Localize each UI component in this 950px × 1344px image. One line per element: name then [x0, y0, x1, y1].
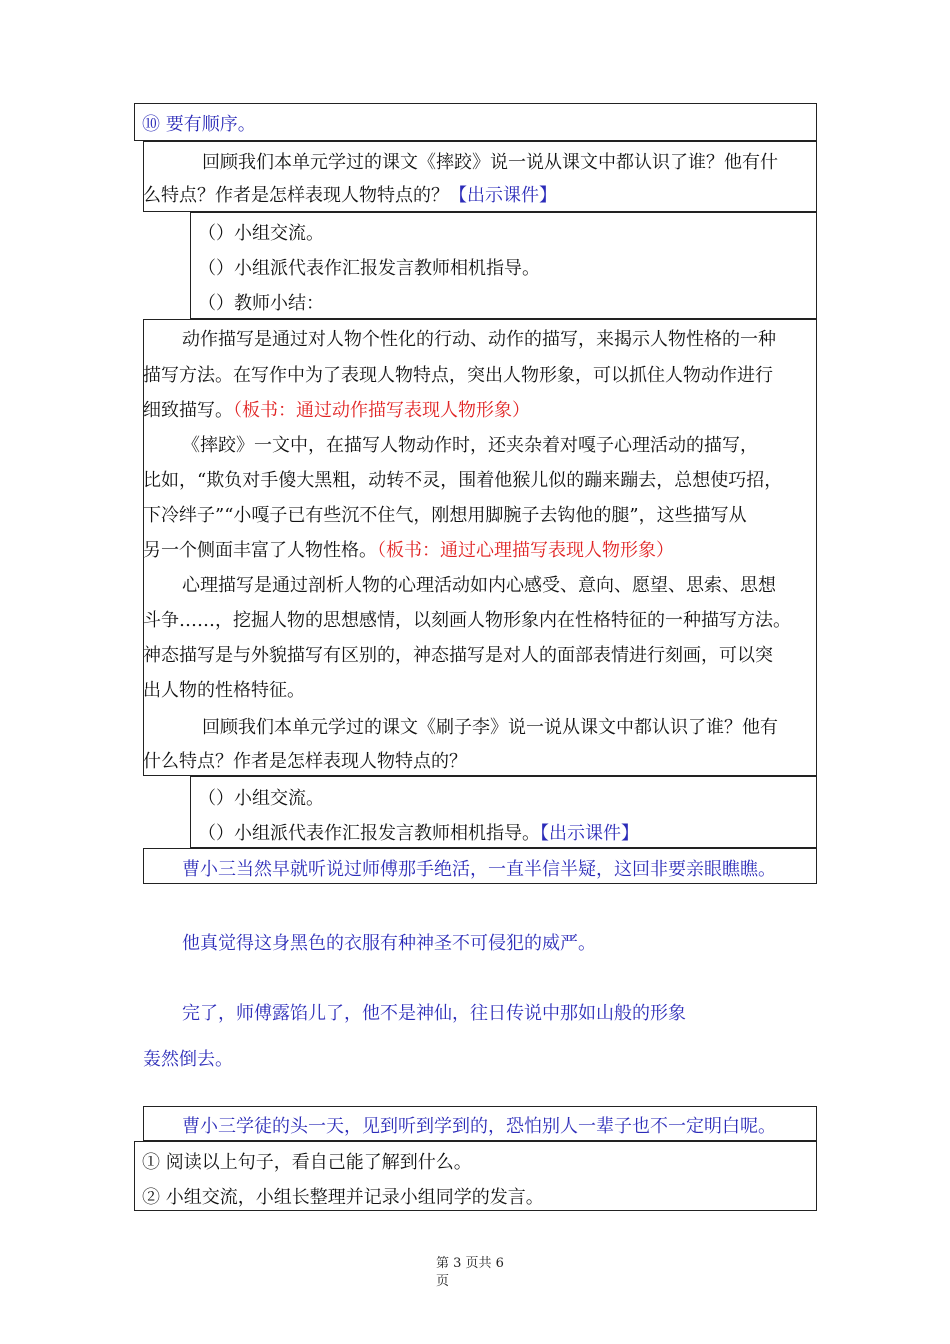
summary-p2-line2: 比如，“欺负对手傻大黑粗，动转不灵，围着他猴儿似的蹦来蹦去，总想使巧招， [143, 470, 783, 491]
summary-p2-line3: 下冷绊子”“小嘎子已有些沉不住气，刚想用脚腕子去钩他的腿”，这些描写从 [143, 505, 747, 526]
step-group-report: （）小组派代表作汇报发言教师相机指导。 [198, 258, 540, 279]
item10-text: ⑩ 要有顺序。 [142, 114, 256, 135]
blackboard-note-psychology: （板书：通过心理描写表现人物形象） [377, 540, 674, 561]
review1-line2-text: 么特点？作者是怎样表现人物特点的？ [143, 185, 449, 206]
show-courseware-link-2[interactable]: 【出示课件】 [540, 823, 639, 844]
summary-p1-line2: 描写方法。在写作中为了表现人物特点，突出人物形象，可以抓住人物动作进行 [143, 365, 773, 386]
summary-p3-line3: 神态描写是与外貌描写有区别的，神态描写是对人的面部表情进行刻画，可以突 [143, 645, 773, 666]
summary-p2-line4-text: 另一个侧面丰富了人物性格。 [143, 540, 377, 561]
summary-p3-line4: 出人物的性格特征。 [143, 680, 305, 701]
step2-group-report [198, 822, 639, 846]
summary-p4-line1: 回顾我们本单元学过的课文《刷子李》说一说从课文中都认识了谁？他有 [202, 717, 778, 738]
step2-group-discussion: （）小组交流。 [198, 788, 324, 809]
summary-p2-line4 [143, 539, 674, 563]
step2-group-report-text: （）小组派代表作汇报发言教师相机指导。 [198, 823, 540, 844]
task-read: ① 阅读以上句子，看自己能了解到什么。 [142, 1152, 472, 1173]
show-courseware-link[interactable]: 【出示课件】 [449, 185, 557, 206]
summary-p3-line2: 斗争……，挖掘人物的思想感情，以刻画人物形象内在性格特征的一种描写方法。 [143, 610, 791, 631]
blackboard-note-action: （板书：通过动作描写表现人物形象） [233, 400, 530, 421]
summary-p4-line2: 什么特点？作者是怎样表现人物特点的？ [143, 751, 467, 772]
quote-3-line2: 轰然倒去。 [143, 1049, 233, 1070]
page-number: 第 3 页共 6 [436, 1256, 504, 1271]
quote-4: 曹小三学徒的头一天，见到听到学到的，恐怕别人一辈子也不一定明白呢。 [182, 1116, 776, 1137]
summary-p1-line3-text: 细致描写。 [143, 400, 233, 421]
quote-3-line1: 完了，师傅露馅儿了，他不是神仙，往日传说中那如山般的形象 [182, 1003, 686, 1024]
review1-line2 [143, 184, 557, 208]
quote-1: 曹小三当然早就听说过师傅那手绝活，一直半信半疑，这回非要亲眼瞧瞧。 [182, 859, 776, 880]
quote-2: 他真觉得这身黑色的衣服有种神圣不可侵犯的威严。 [182, 933, 596, 954]
review1-line1: 回顾我们本单元学过的课文《摔跤》说一说从课文中都认识了谁？他有什 [202, 152, 778, 173]
step-teacher-summary: （）教师小结： [198, 293, 324, 314]
summary-p1-line3 [143, 399, 530, 423]
task-discuss: ② 小组交流，小组长整理并记录小组同学的发言。 [142, 1187, 544, 1208]
page-number-suffix: 页 [436, 1274, 450, 1289]
summary-p3-line1: 心理描写是通过剖析人物的心理活动如内心感受、意向、愿望、思索、思想 [182, 575, 776, 596]
summary-p1-line1: 动作描写是通过对人物个性化的行动、动作的描写，来揭示人物性格的一种 [182, 329, 776, 350]
summary-p2-line1: 《摔跤》一文中，在描写人物动作时，还夹杂着对嘎子心理活动的描写， [182, 435, 758, 456]
step-group-discussion: （）小组交流。 [198, 223, 324, 244]
